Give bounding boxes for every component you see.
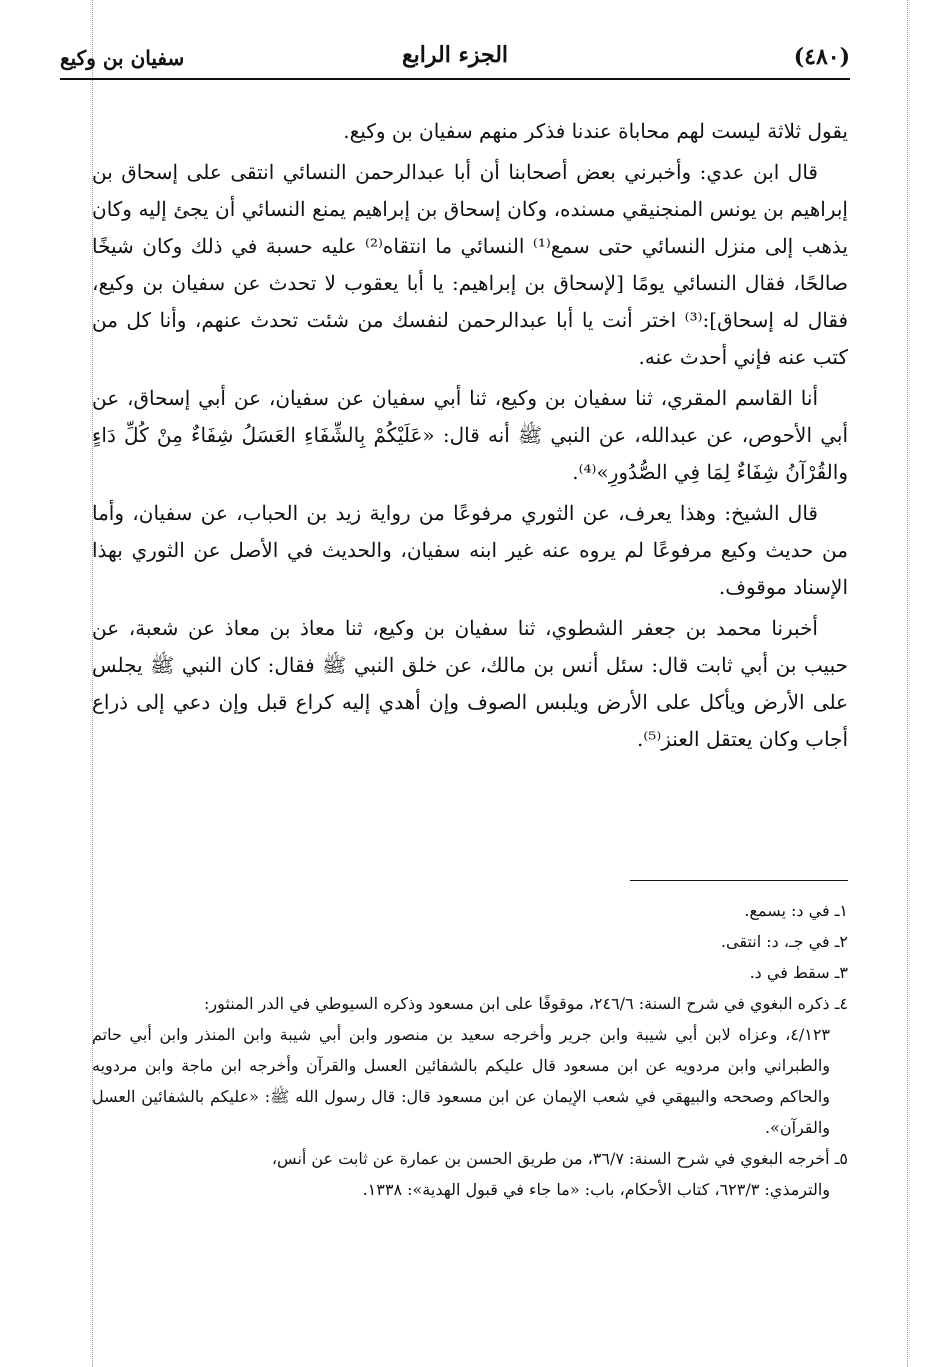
- footnote-3: ٣ـ سقط في د.: [749, 963, 848, 982]
- page-header: [60, 40, 850, 80]
- paragraph-2: قال ابن عدي: وأخبرني بعض أصحابنا أن أبا عبدالرحمن النسائي انتقى على إسحاق بن إبراهيم بن يونس المنجنيقي مسنده، وكان إسحاق بن إبراهيم يمنع النسائي أن يجئ إليه وكان يذهب إلى منزل النسائي حتى سمع⁽¹⁾ النسائي ما انتقاه⁽²⁾ عليه حسبة في ذلك وكان شيخًا صالحًا، فقال النسائي يومًا [لإسحاق بن إبراهيم: يا أبا يعقوب لا تحدث عن سفيان بن وكيع، فقال له إسحاق]:⁽³⁾ اختر أنت يا أبا عبدالرحمن لنفسك من شئت تحدث عنهم، وأنا كل من كتب عنه فإني أحدث عنه.: [92, 160, 849, 369]
- right-margin-line: [907, 0, 908, 1367]
- footnotes: [92, 895, 848, 1205]
- page-number: (٤٨٠): [793, 44, 850, 70]
- main-text: [92, 113, 848, 762]
- footnote-5: ٥ـ أخرجه البغوي في شرح السنة: ٣٦/٧، من طريق الحسن بن عمارة عن ثابت عن أنس،: [271, 1149, 848, 1168]
- footnote-separator: [630, 880, 848, 881]
- footnote-2: ٢ـ في جـ، د: انتقى.: [720, 932, 848, 951]
- part-title: الجزء الرابع: [401, 42, 509, 68]
- paragraph-3: أنا القاسم المقري، ثنا سفيان بن وكيع، ثنا أبي سفيان عن سفيان، عن أبي إسحاق، عن أبي الأحوص، عن عبدالله، عن النبي ﷺ أنه قال: «عَلَيْكُمْ بِالشِّفَاءِ العَسَلُ شِفَاءٌ مِنْ كُلِّ دَاءٍ والقُرْآنُ شِفَاءٌ لِمَا فِي الصُّدُورِ»⁽⁴⁾.: [92, 386, 848, 484]
- paragraph-5: أخبرنا محمد بن جعفر الشطوي، ثنا سفيان بن وكيع، ثنا معاذ بن معاذ عن شعبة، عن حبيب بن أبي ثابت قال: سئل أنس بن مالك، عن خلق النبي ﷺ فقال: كان النبي ﷺ يجلس على الأرض ويأكل على الأرض ويلبس الصوف وإن أهدي إليه كراع قبل وإن دعي إلى ذراع أجاب وكان يعتقل العنز⁽⁵⁾.: [92, 616, 848, 751]
- footnote-4: ٤ـ ذكره البغوي في شرح السنة: ٢٤٦/٦، موقوفًا على ابن مسعود وذكره السيوطي في الدر المنثور:: [203, 994, 848, 1013]
- footnote-4-continued: ٤/١٢٣، وعزاه لابن أبي شيبة وابن جرير وأخرجه سعيد بن منصور وابن أبي شيبة وابن المنذر وابن أبي حاتم والطبراني وابن مردويه عن ابن مسعود قال عليكم بالشفائين العسل والقرآن وأخرجه ابن ماجة وابن مردويه والحاكم وصححه والبيهقي في شعب الإيمان عن ابن مسعود قال: قال رسول الله ﷺ: «عليكم بالشفائين العسل والقرآن».: [92, 1025, 830, 1137]
- header-rule: [60, 78, 850, 80]
- paragraph-1: يقول ثلاثة ليست لهم محاباة عندنا فذكر منهم سفيان بن وكيع.: [343, 119, 848, 143]
- footnote-1: ١ـ في د: يسمع.: [744, 901, 848, 920]
- footnote-5-continued: والترمذي: ٦٢٣/٣، كتاب الأحكام، باب: «ما جاء في قبول الهدية»: ١٣٣٨.: [362, 1180, 830, 1199]
- paragraph-4: قال الشيخ: وهذا يعرف، عن الثوري مرفوعًا من رواية زيد بن الحباب، عن سفيان، وأما من حديث وكيع مرفوعًا لم يروه عنه غير ابنه سفيان، والحديث في الأصل عن الثوري بهذا الإسناد موقوف.: [92, 501, 848, 599]
- narrator-title: سفيان بن وكيع: [60, 46, 185, 70]
